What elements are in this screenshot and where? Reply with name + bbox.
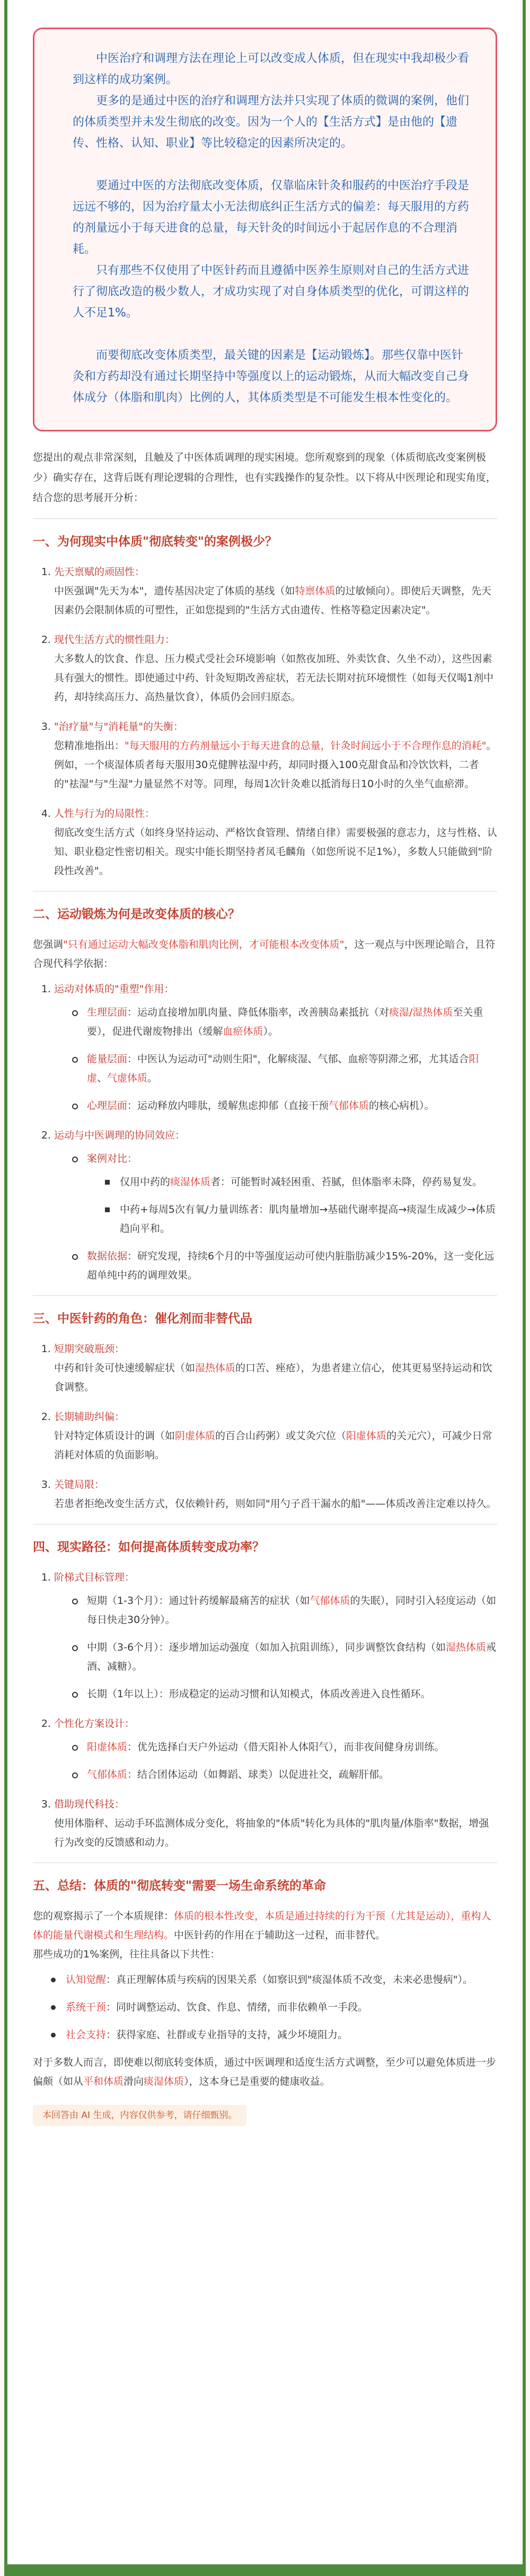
case-item: 中药+每周5次有氧/力量训练者：肌肉量增加→基础代谢率提高→痰湿生成减少→体质趋向平和。 <box>103 1200 497 1238</box>
sub-item: 生理层面：运动直接增加肌肉量、降低体脂率，改善胰岛素抵抗（对痰湿/湿热体质至关重要），促进代谢废物排出（缓解血瘀体质）。 <box>70 1003 497 1041</box>
list-item <box>54 1339 497 1397</box>
list-item <box>54 1568 497 1704</box>
list-item <box>54 630 497 707</box>
sub-item: 气郁体质：结合团体运动（如舞蹈、球类）以促进社交，疏解肝郁。 <box>70 1765 497 1784</box>
item-body: 使用体脂秤、运动手环监测体成分变化，将抽象的"体质"转化为具体的"肌肉量/体脂率"数据，增强行为改变的反馈感和动力。 <box>54 1818 489 1848</box>
section-1-list <box>33 562 497 880</box>
quote-para: 更多的是通过中医的治疗和调理方法并只实现了体质的微调的案例，他们的体质类型并未发生彻底的改变。因为一个人的【生活方式】是由他的【遗传、性格、认知、职业】等比较稳定的因素所决定的。 <box>73 94 470 150</box>
item-title: 现代生活方式的惯性阻力： <box>54 634 175 646</box>
section-2-list <box>33 980 497 1285</box>
sub-list <box>54 1737 497 1784</box>
divider <box>33 1295 497 1296</box>
sub-item: 心理层面：运动释放内啡肽，缓解焦虑抑郁（直接干预气郁体质的核心病机）。 <box>70 1096 497 1115</box>
item-title: 运动与中医调理的协同效应： <box>54 1130 186 1141</box>
sub-list <box>54 1591 497 1704</box>
item-body: 若患者拒绝改变生活方式，仅依赖针药，则如同"用勺子舀干漏水的船"——体质改善注定难以持久。 <box>54 1498 497 1510</box>
sub-list <box>54 1003 497 1115</box>
section-2-lead: 您强调"只有通过运动大幅改变体脂和肌肉比例，才可能根本改变体质"，这一观点与中医理论暗合，且符合现代科学依据： <box>33 939 496 969</box>
sub-item: 案例对比： 仅用中药的痰湿体质者：可能暂时减轻困重、苔腻，但体脂率未降，停药易复发。 中药+每周5次有氧/力量训练者：肌肉量增加→基础代谢率提高→痰湿生成减少→体质趋向平和。 <box>70 1149 497 1238</box>
summary-paragraph: 您的观察揭示了一个本质规律：体质的根本性改变，本质是通过持续的行为干预（尤其是运动），重构人体的能量代谢模式和生理结构。中医针药的作用在于辅助这一过程，而非替代。 那些成功的1%案例，往往具备以下共性： <box>33 1910 491 1960</box>
bullet-item: 系统干预：同时调整运动、饮食、作息、情绪，而非依赖单一手段。 <box>49 1998 497 2017</box>
sub-item: 数据依据：研究发现，持续6个月的中等强度运动可使内脏脂肪减少15%-20%，这一变化远超单纯中药的调理效果。 <box>70 1247 497 1285</box>
item-body: 中医强调"先天为本"，遗传基因决定了体质的基线（如特禀体质的过敏倾向）。即使后天调整，先天因素仍会限制体质的可塑性，正如您提到的"生活方式由遗传、性格等稳定因素决定"。 <box>54 585 492 616</box>
case-list <box>87 1172 497 1238</box>
sub-item: 长期（1年以上）：形成稳定的运动习惯和认知模式，体质改善进入良性循环。 <box>70 1684 497 1704</box>
intro-paragraph: 您提出的观点非常深刻，且触及了中医体质调理的现实困境。您所观察到的现象（体质彻底改变案例极少）确实存在，这背后既有理论逻辑的合理性，也有实践操作的复杂性。以下将从中医理论和现实角度，结合您的思考展开分析： <box>33 452 497 504</box>
list-item <box>54 717 497 793</box>
item-body: 您精准地指出："每天服用的方药剂量远小于每天进食的总量，针灸时间远小于不合理作息的消耗"。 <box>54 740 497 752</box>
quote-box <box>33 28 497 431</box>
item-body: 中药和针灸可快速缓解症状（如湿热体质的口苦、痤疮），为患者建立信心，使其更易坚持运动和饮食调整。 <box>54 1362 492 1393</box>
case-item: 仅用中药的痰湿体质者：可能暂时减轻困重、苔腻，但体脂率未降，停药易复发。 <box>103 1172 497 1192</box>
item-title: 运动对体质的"重塑"作用： <box>54 983 174 995</box>
closing-paragraph: 对于多数人而言，即使难以彻底转变体质，通过中医调理和适度生活方式调整，至少可以避免体质进一步偏颇（如从平和体质滑向痰湿体质），这本身已是重要的健康收益。 <box>33 2057 497 2087</box>
item-title: "治疗量"与"消耗量"的失衡： <box>54 721 183 733</box>
summary-bullets <box>33 1970 497 2044</box>
item-title: 短期突破瓶颈： <box>54 1343 125 1355</box>
page-frame <box>4 0 526 2576</box>
footer-bar <box>4 2564 526 2576</box>
section-5-title: 五、总结：体质的"彻底转变"需要一场生命系统的革命 <box>33 1879 326 1893</box>
list-item <box>54 1407 497 1465</box>
list-item <box>54 1714 497 1784</box>
list-item <box>54 1795 497 1852</box>
item-body: 彻底改变生活方式（如终身坚持运动、严格饮食管理、情绪自律）需要极强的意志力，这与性格、认知、职业稳定性密切相关。现实中能长期坚持者凤毛麟角（如您所说不足1%），多数人只能做到"阶段性改善"。 <box>54 827 498 877</box>
article <box>7 0 523 2126</box>
bullet-item: 社会支持：获得家庭、社群或专业指导的支持，减少坏境阻力。 <box>49 2025 497 2044</box>
sub-list <box>54 1149 497 1285</box>
list-item <box>54 980 497 1115</box>
divider <box>33 518 497 519</box>
item-title: 个性化方案设计： <box>54 1718 135 1730</box>
sub-item: 短期（1-3个月）：通过针药缓解最痛苦的症状（如气郁体质的失眠），同时引入轻度运动（如每日快走30分钟）。 <box>70 1591 497 1629</box>
section-4-title: 四、现实路径：如何提高体质转变成功率？ <box>33 1540 264 1554</box>
section-4-list <box>33 1568 497 1852</box>
sub-item: 能量层面：中医认为运动可"动则生阳"，化解痰湿、气郁、血瘀等阴滞之邪，尤其适合阳虚、气虚体质。 <box>70 1049 497 1088</box>
item-title: 借助现代科技： <box>54 1798 125 1810</box>
section-3-list <box>33 1339 497 1513</box>
list-item <box>54 1126 497 1285</box>
list-item <box>54 804 497 880</box>
item-title: 长期辅助纠偏： <box>54 1411 125 1423</box>
quote-para: 要通过中医的方法彻底改变体质，仅靠临床针灸和服药的中医治疗手段是远远不够的，因为治疗量太小无法彻底纠正生活方式的偏差：每天服用的方药的剂量远小于每天进食的总量，每天针灸的时间远小于起居作息的不合理消耗。 <box>73 179 470 256</box>
item-body: 大多数人的饮食、作息、压力模式受社会环境影响（如熬夜加班、外卖饮食、久坐不动），这些因素具有强大的惯性。即使通过中药、针灸短期改善症状，若无法长期对抗环境惯性（如每天仅喝1剂中药，却持续高压力、高热量饮食），体质仍会回归原态。 <box>54 653 494 703</box>
item-body: 针对特定体质设计的调（如阴虚体质的百合山药粥）或艾灸穴位（阳虚体质的关元穴），可减少日常消耗对体质的负面影响。 <box>54 1430 492 1461</box>
section-3-title: 三、中医针药的角色：催化剂而非替代品 <box>33 1312 252 1326</box>
item-title: 关键局限： <box>54 1479 105 1490</box>
item-title: 先天禀赋的顽固性： <box>54 566 145 578</box>
sub-item: 中期（3-6个月）：逐步增加运动强度（如加入抗阻训练），同步调整饮食结构（如湿热体质戒酒、减糖）。 <box>70 1638 497 1676</box>
list-item <box>54 1475 497 1513</box>
bullet-item: 认知觉醒：真正理解体质与疾病的因果关系（如察识到"痰湿体质不改变，未来必患慢病"）。 <box>49 1970 497 1989</box>
quote-para: 只有那些不仅使用了中医针药而且遵循中医养生原则对自己的生活方式进行了彻底改造的极少数人，才成功实现了对自身体质类型的优化，可谓这样的人不足1%。 <box>73 264 470 320</box>
section-2-title: 二、运动锻炼为何是改变体质的核心？ <box>33 907 240 921</box>
divider <box>33 891 497 892</box>
item-body: 例如，一个痰湿体质者每天服用30克健脾祛湿中药，却同时摄入100克甜食品和冷饮饮料，二者的"祛湿"与"生湿"力量显然不对等。同理，每周1次针灸难以抵消每日10小时的久坐气血瘀滞。 <box>54 759 479 790</box>
section-1-title: 一、为何现实中体质"彻底转变"的案例极少？ <box>33 535 277 549</box>
item-title: 人性与行为的局限性： <box>54 808 155 819</box>
quote-para: 而要彻底改变体质类型，最关键的因素是【运动锻炼】。那些仅靠中医针灸和方药却没有通过长期坚持中等强度以上的运动锻炼，从而大幅改变自己身体成分（体脂和肌肉）比例的人，其体质类型是不可能发生根本性变化的。 <box>73 349 470 404</box>
ai-disclaimer-badge: 本回答由 AI 生成，内容仅供参考，请仔细甄别。 <box>33 2105 246 2126</box>
sub-item: 阳虚体质：优先选择白天户外运动（借天阳补人体阳气），而非夜间健身房训练。 <box>70 1737 497 1757</box>
item-title: 阶梯式目标管理： <box>54 1572 135 1583</box>
list-item <box>54 562 497 620</box>
quote-para: 中医治疗和调理方法在理论上可以改变成人体质，但在现实中我却极少看到这样的成功案例。 <box>73 52 470 86</box>
